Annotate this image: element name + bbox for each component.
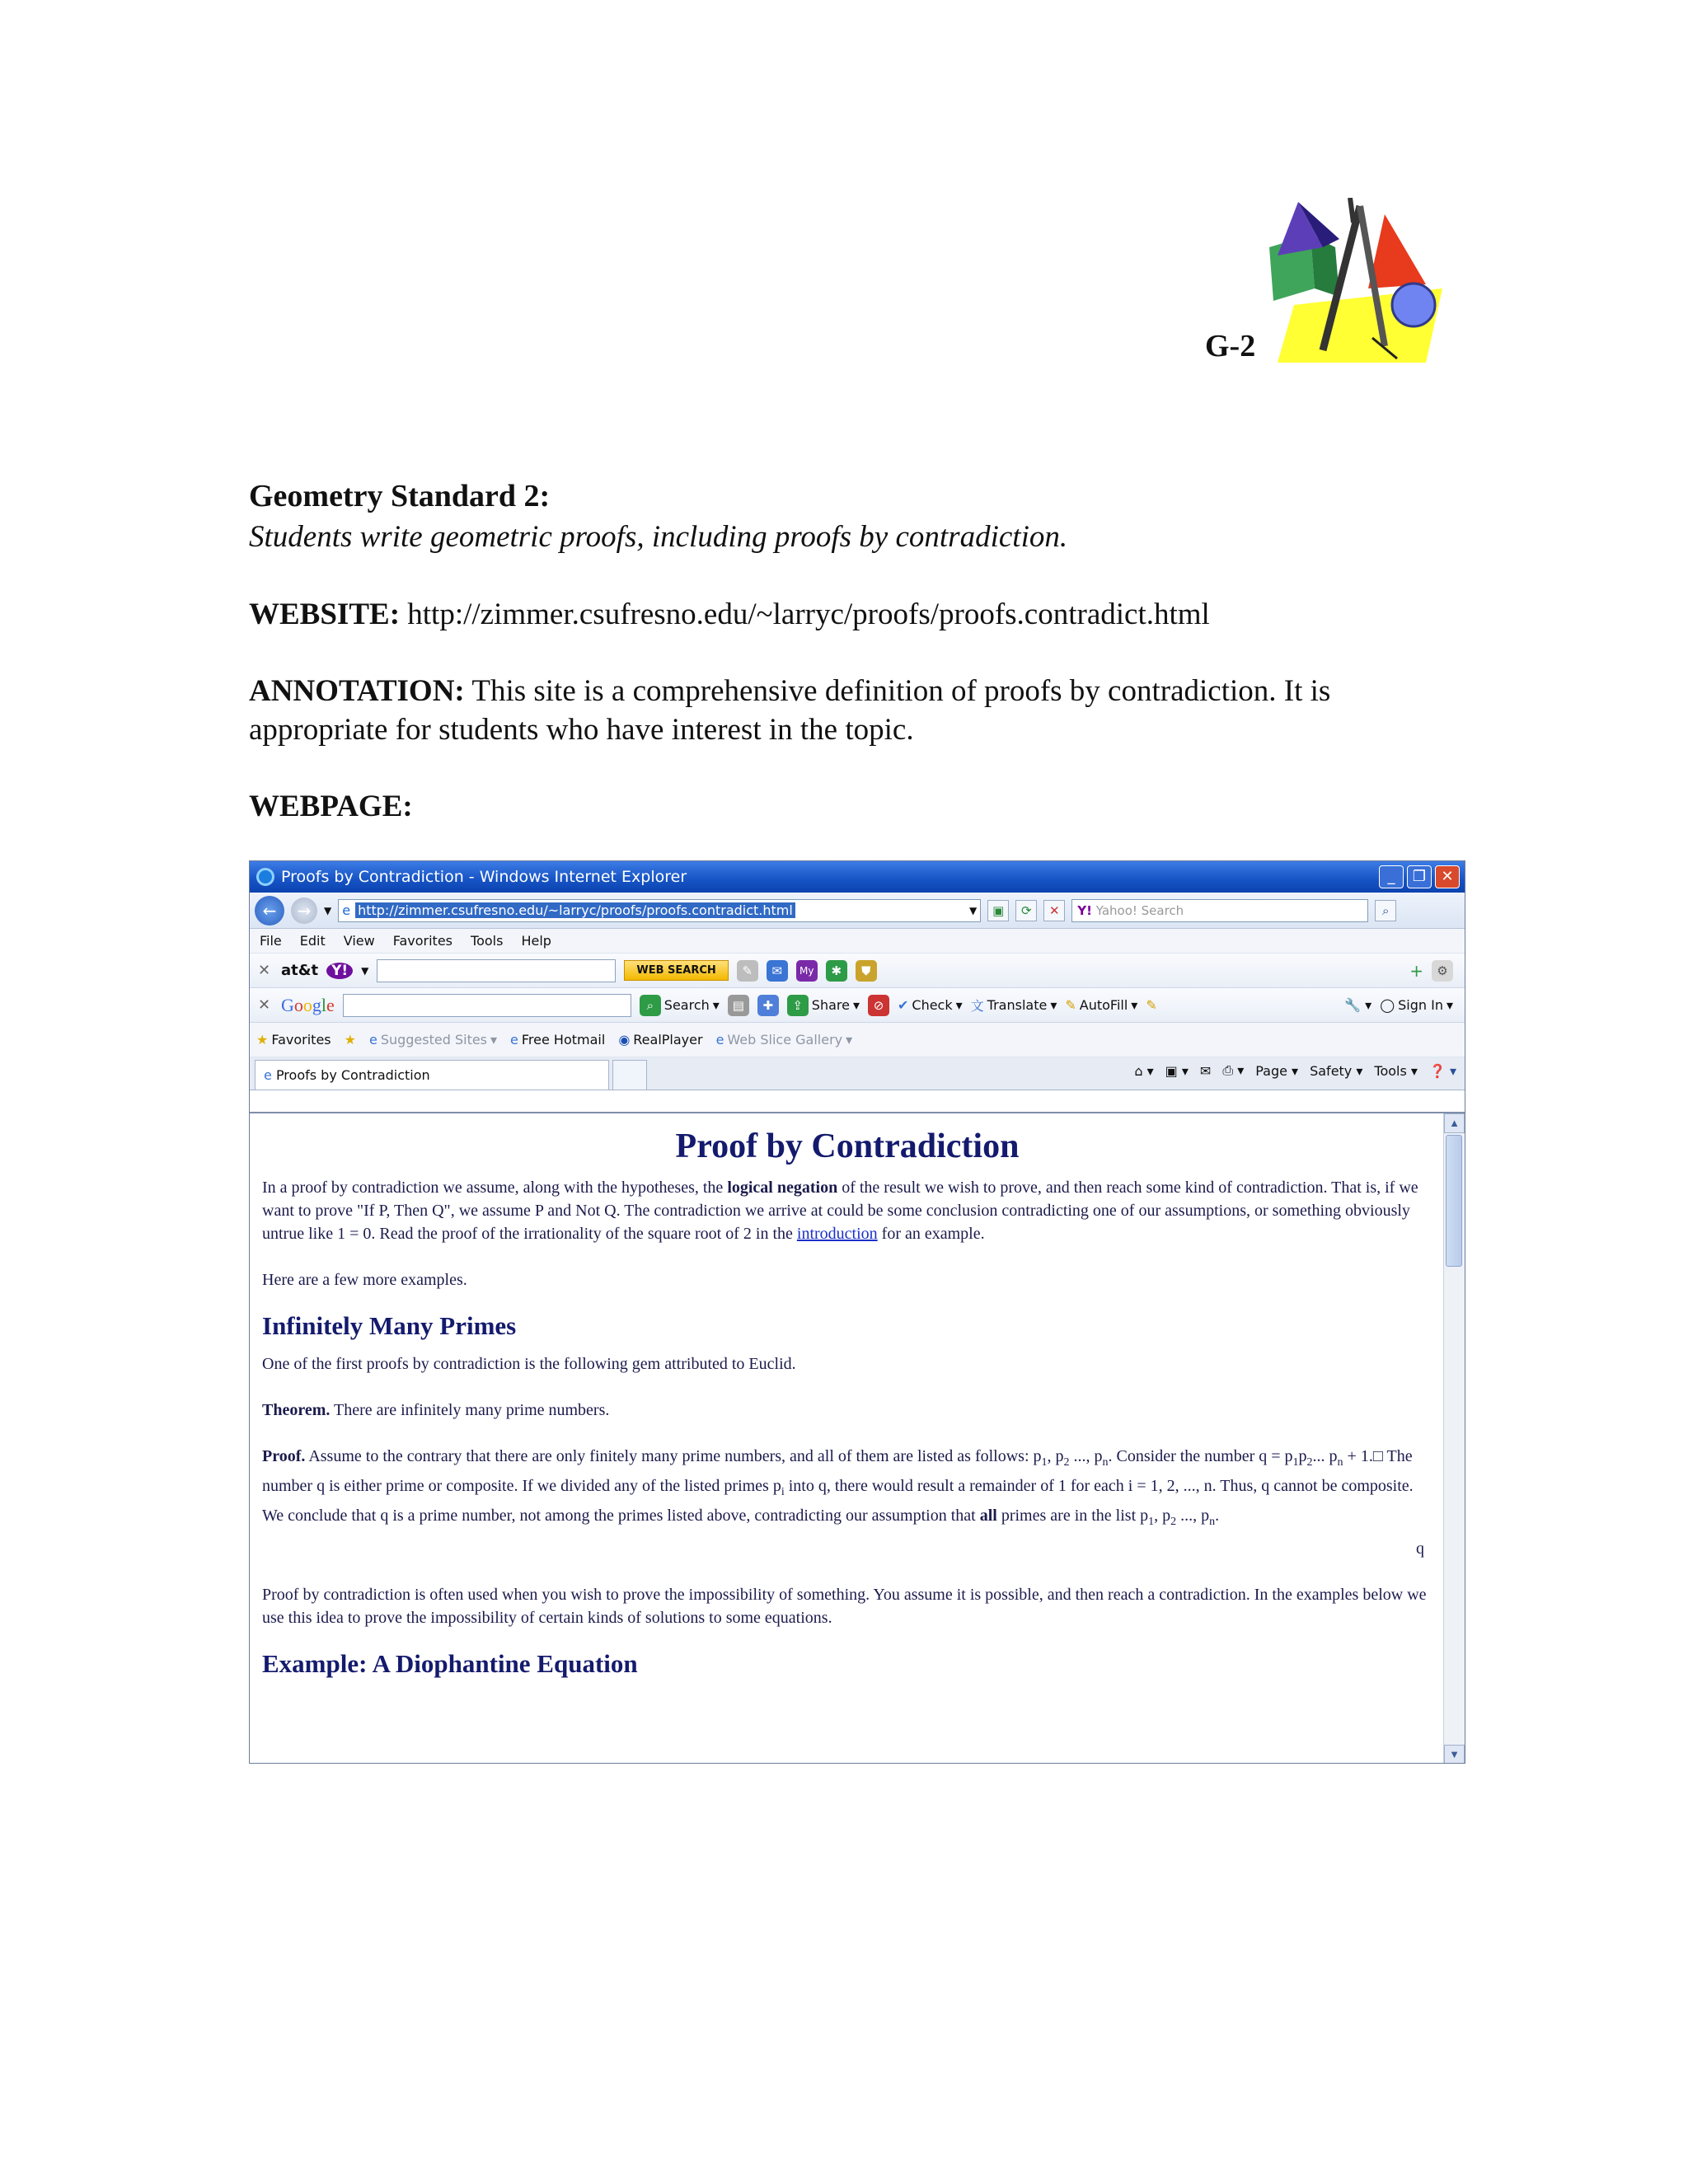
google-search-button[interactable]: ⌕ Search ▾	[640, 995, 720, 1016]
pencil-icon: ✎	[1065, 997, 1076, 1013]
google-search-input[interactable]	[343, 994, 631, 1017]
standard-subtitle: Students write geometric proofs, including proofs by contradiction.	[249, 520, 1068, 554]
scroll-down-icon[interactable]: ▼	[1444, 1745, 1465, 1764]
yahoo-toolbar	[250, 954, 1465, 988]
address-bar	[250, 893, 1465, 929]
window-title: Proofs by Contradiction - Windows Internet Explorer	[281, 868, 687, 886]
scroll-thumb[interactable]	[1446, 1135, 1462, 1267]
favorites-bar	[250, 1023, 1465, 1057]
att-logo: at&t	[281, 962, 319, 979]
tools-menu[interactable]: Tools ▾	[1374, 1062, 1418, 1079]
annotation-line	[249, 672, 1452, 749]
yahoo-logo[interactable]: Y!	[326, 963, 353, 979]
minimize-button[interactable]: _	[1379, 865, 1404, 888]
page-icon: e	[368, 1032, 377, 1047]
annotation-text: This site is a comprehensive definition of proofs by contradiction. It is appropriate for students who have interest in the topic.	[249, 674, 1331, 747]
close-toolbar-icon[interactable]: ✕	[258, 996, 271, 1014]
page-icon: e	[715, 1032, 724, 1047]
page-code: G-2	[1205, 329, 1256, 363]
menu-bar	[250, 929, 1465, 954]
star-icon: ★	[256, 1032, 269, 1047]
maximize-button[interactable]: ❐	[1407, 865, 1432, 888]
website-url: http://zimmer.csufresno.edu/~larryc/proofs/proofs.contradict.html	[407, 598, 1210, 631]
website-line	[249, 595, 1210, 634]
translate-button[interactable]: 文 Translate ▾	[970, 997, 1057, 1014]
suggested-sites-link[interactable]: e Suggested Sites ▾	[368, 1032, 498, 1047]
safety-menu[interactable]: Safety ▾	[1310, 1062, 1363, 1079]
shield-icon[interactable]: ⛊	[856, 960, 877, 982]
autofill-button[interactable]: ✎ AutoFill ▾	[1065, 997, 1138, 1013]
google-toolbar	[250, 988, 1465, 1023]
highlighter-icon[interactable]: ✎	[1146, 997, 1157, 1013]
intro-paragraph: In a proof by contradiction we assume, along with the hypotheses, the logical negation of the result we wish to prove, and then reach some kind of contradiction. That is, if we want to prove "If P, Then Q", we assume P and Not Q. The contradiction we arrive at could be some conclusion contradicting one of our assumptions, or something obviously untrue like 1 = 0. Read the proof of the irrationality of the square root of 2 in the introduction for an example.	[262, 1179, 1418, 1243]
close-toolbar-icon[interactable]: ✕	[258, 962, 271, 979]
menu-edit[interactable]: Edit	[299, 933, 326, 949]
realplayer-icon: ◉	[618, 1032, 631, 1047]
toolbar-search-input[interactable]	[377, 959, 616, 982]
menu-file[interactable]: File	[260, 933, 282, 949]
heading-diophantine: Example: A Diophantine Equation	[262, 1649, 638, 1678]
mail-icon[interactable]: ✉	[767, 960, 788, 982]
menu-help[interactable]: Help	[521, 933, 551, 949]
search-icon[interactable]: ⌕	[1375, 900, 1396, 921]
q-symbol: q	[1416, 1540, 1424, 1558]
history-dropdown-icon[interactable]: ▼	[324, 904, 332, 916]
spellcheck-icon: ✔	[897, 997, 909, 1013]
menu-tools[interactable]: Tools	[471, 933, 504, 949]
add-icon[interactable]: +	[1409, 960, 1423, 981]
theorem-paragraph: Theorem. There are infinitely many prime numbers.	[262, 1401, 610, 1419]
proof-paragraph: Proof. Assume to the contrary that there are only finitely many prime numbers, and all of them are listed as follows: $p_1$, $p_2$ ..., $p_n$. Consider the number $q = p_1p_2$... $p_n$ + 1.□ The number q is either prime or composite. If we divided any of the listed primes $p_i$ into q, there would result a remainder of 1 for each i = 1, 2, ..., n. Thus, q cannot be composite. We conclude that q is a prime number, not among the primes listed above, contradicting our assumption that all primes are in the list $p_1$, $p_2$ ..., $p_n$.	[262, 1447, 1414, 1528]
tab-proofs[interactable]: e Proofs by Contradiction	[255, 1060, 609, 1090]
stop-icon[interactable]: ✕	[1043, 900, 1065, 921]
add-favorite-icon[interactable]: ★	[344, 1032, 356, 1047]
free-hotmail-link[interactable]: e Free Hotmail	[510, 1032, 606, 1047]
euclid-paragraph: One of the first proofs by contradiction is the following gem attributed to Euclid.	[262, 1355, 796, 1373]
ie-icon: e	[264, 1067, 272, 1083]
page-icon: e	[510, 1032, 518, 1047]
flower-icon[interactable]: ✱	[826, 960, 847, 982]
dropdown-icon[interactable]: ▼	[361, 964, 369, 977]
forward-button[interactable]: →	[291, 898, 317, 924]
feeds-icon[interactable]: ▣ ▾	[1165, 1062, 1189, 1079]
heading-infinitely-many-primes: Infinitely Many Primes	[262, 1311, 517, 1340]
page-viewport	[250, 1112, 1465, 1764]
plus-icon[interactable]: ✚	[757, 995, 779, 1016]
clipboard-icon[interactable]: ✎	[737, 960, 758, 982]
translate-icon: 文	[970, 998, 984, 1014]
search-icon: ⌕	[640, 995, 661, 1016]
title-bar	[250, 861, 1465, 893]
page-menu[interactable]: Page ▾	[1255, 1062, 1299, 1079]
gear-icon[interactable]: ⚙	[1432, 960, 1453, 982]
more-examples: Here are a few more examples.	[262, 1271, 467, 1289]
mail-icon[interactable]: ✉	[1199, 1062, 1212, 1079]
popup-blocker-icon[interactable]: ⊘	[868, 995, 889, 1016]
tab-row	[250, 1057, 1465, 1090]
realplayer-link[interactable]: ◉ RealPlayer	[618, 1032, 703, 1047]
page-title: Proof by Contradiction	[675, 1127, 1020, 1165]
annotation-label: ANNOTATION:	[249, 674, 465, 708]
google-logo: Google	[281, 994, 335, 1015]
command-bar	[1134, 1062, 1456, 1079]
refresh-icon[interactable]: ⟳	[1015, 900, 1037, 921]
close-button[interactable]: ✕	[1435, 865, 1460, 888]
vertical-scrollbar[interactable]	[1443, 1113, 1465, 1764]
url-text: http://zimmer.csufresno.edu/~larryc/proofs/proofs.contradict.html	[355, 902, 795, 918]
new-tab-button[interactable]	[612, 1060, 647, 1090]
news-icon[interactable]: ▤	[728, 995, 749, 1016]
compat-view-icon[interactable]: ▣	[987, 900, 1009, 921]
share-button[interactable]: ⇪ Share ▾	[787, 995, 860, 1016]
ie-icon	[256, 868, 274, 886]
sign-in-button[interactable]: ◯ Sign In ▾	[1380, 997, 1453, 1013]
wrench-icon[interactable]: 🔧 ▾	[1344, 997, 1372, 1013]
url-dropdown-icon[interactable]: ▼	[969, 904, 978, 916]
impossibility-paragraph: Proof by contradiction is often used when you wish to prove the impossibility of something. You assume it is possible, and then reach a contradiction. In the examples below we use this idea to prove the impossibility of certain kinds of solutions to some equations.	[262, 1586, 1427, 1627]
web-slice-gallery-link[interactable]: e Web Slice Gallery ▾	[715, 1032, 853, 1047]
menu-favorites[interactable]: Favorites	[392, 933, 453, 949]
search-placeholder: Yahoo! Search	[1095, 902, 1184, 918]
print-icon[interactable]: ⎙ ▾	[1222, 1062, 1245, 1078]
home-icon[interactable]: ⌂ ▾	[1134, 1062, 1154, 1079]
website-label: WEBSITE:	[249, 598, 401, 631]
my-yahoo-icon[interactable]: My	[796, 960, 818, 982]
favorites-button[interactable]: ★ Favorites	[256, 1032, 331, 1047]
standard-title: Geometry Standard 2:	[249, 479, 551, 513]
scroll-up-icon[interactable]: ▲	[1444, 1113, 1465, 1133]
share-icon: ⇪	[787, 995, 809, 1016]
webpage-label: WEBPAGE:	[249, 790, 413, 823]
page-icon: e	[342, 902, 351, 918]
window-controls	[1379, 865, 1460, 888]
check-button[interactable]: ✔ Check ▾	[897, 997, 963, 1013]
web-search-button[interactable]: WEB SEARCH	[624, 960, 728, 981]
back-button[interactable]: ←	[255, 896, 284, 926]
url-field[interactable]	[338, 899, 981, 922]
search-input[interactable]: Y! Yahoo! Search	[1071, 899, 1368, 922]
geometry-logo	[1261, 198, 1451, 363]
page-content	[262, 1113, 1432, 1690]
menu-view[interactable]: View	[343, 933, 375, 949]
help-icon[interactable]: ❓ ▾	[1428, 1062, 1456, 1079]
introduction-link[interactable]: introduction	[796, 1225, 878, 1243]
browser-window	[249, 860, 1465, 1764]
